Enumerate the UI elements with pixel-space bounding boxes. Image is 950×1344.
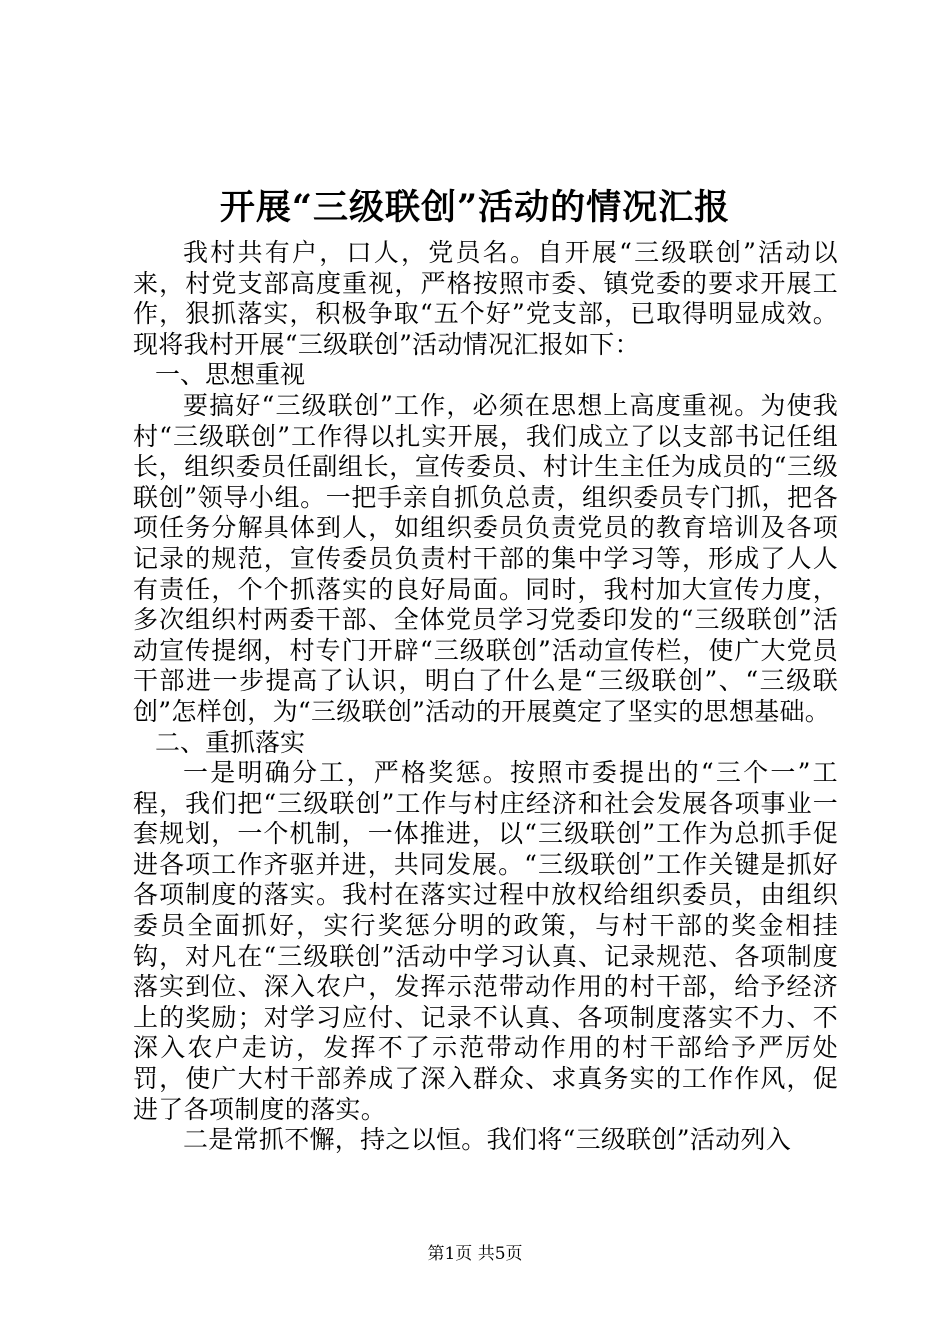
intro-paragraph: 我村共有户，口人，党员名。自开展“三级联创”活动以来，村党支部高度重视，严格按照市委、镇党委的要求开展工作，狠抓落实，积极争取“五个好”党支部，已取得明显成效。现将我村开展“三级联创”活动情况汇报如下： xyxy=(133,238,838,359)
section-2-paragraph-1: 一是明确分工，严格奖惩。按照市委提出的“三个一”工程，我们把“三级联创”工作与村庄经济和社会发展各项事业一套规划，一个机制，一体推进，以“三级联创”工作为总抓手促进各项工作齐驱并进，共同发展。“三级联创”工作关键是抓好各项制度的落实。我村在落实过程中放权给组织委员，由组织委员全面抓好，实行奖惩分明的政策，与村干部的奖金相挂钩，对凡在“三级联创”活动中学习认真、记录规范、各项制度落实到位、深入农户，发挥示范带动作用的村干部，给予经济上的奖励；对学习应付、记录不认真、各项制度落实不力、不深入农户走访，发挥不了示范带动作用的村干部给予严厉处罚，使广大村干部养成了深入群众、求真务实的工作作风，促进了各项制度的落实。 xyxy=(133,758,838,1124)
document-body xyxy=(133,238,838,1156)
section-1-paragraph: 要搞好“三级联创”工作，必须在思想上高度重视。为使我村“三级联创”工作得以扎实开展，我们成立了以支部书记任组长，组织委员任副组长，宣传委员、村计生主任为成员的“三级联创”领导小组。一把手亲自抓负总责，组织委员专门抓，把各项任务分解具体到人，如组织委员负责党员的教育培训及各项记录的规范，宣传委员负责村干部的集中学习等，形成了人人有责任，个个抓落实的良好局面。同时，我村加大宣传力度，多次组织村两委干部、全体党员学习党委印发的“三级联创”活动宣传提纲，村专门开辟“三级联创”活动宣传栏，使广大党员干部进一步提高了认识，明白了什么是“三级联创”、“三级联创”怎样创，为“三级联创”活动的开展奠定了坚实的思想基础。 xyxy=(133,390,838,726)
document-title: 开展“三级联创”活动的情况汇报 xyxy=(219,187,731,228)
section-heading-2: 二、重抓落实 xyxy=(155,727,306,757)
section-2-paragraph-2: 二是常抓不懈，持之以恒。我们将“三级联创”活动列入 xyxy=(183,1125,792,1155)
section-heading-1: 一、思想重视 xyxy=(155,360,306,390)
page-footer: 第1页 共5页 xyxy=(427,1244,523,1264)
